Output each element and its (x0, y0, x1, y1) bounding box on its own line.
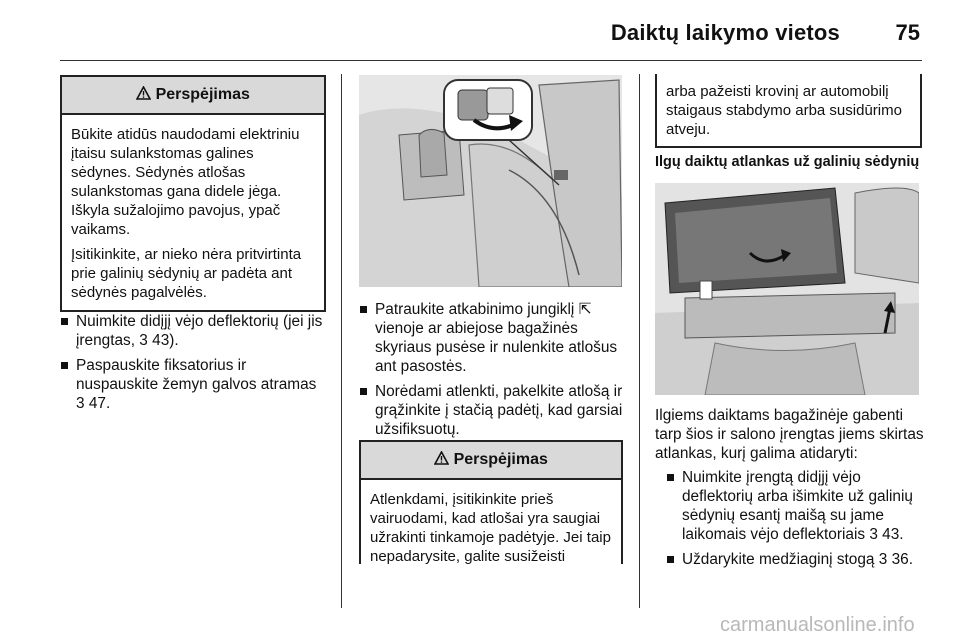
warning-paragraph: Būkite atidūs naudodami elektriniu įtaisu sulankstomas galines sėdynes. Sėdynės atlošas sulankstomas gana didele jėga. Iškyla sužalojimo pavojus, ypač vaikams. (71, 126, 300, 238)
trunk-release-figure (359, 75, 622, 287)
warning-box-seats (60, 75, 326, 312)
warning-title: Perspėjimas (453, 451, 548, 468)
list-item: Uždarykite medžiaginį stogą 3 36. (666, 550, 928, 569)
page-number: 75 (895, 20, 920, 45)
list-item: Nuimkite įrengtą didįjį vėjo deflektorių arba išimkite už galinių sėdynių esantį maišą su jame laikomais vėjo deflektoriais 3 43. (666, 468, 928, 544)
watermark: carmanualsonline.info (720, 614, 915, 636)
intro-paragraph: Ilgiems daiktams bagažinėje gabenti tarp šios ir salono įrengtas jiems skirtas atlankas, kurį galima atidaryti: (655, 407, 924, 462)
page-title: Daiktų laikymo vietos (610, 20, 840, 45)
warning-paragraph: Atlenkdami, įsitikinkite prieš vairuodami, kad atlošai yra saugiai užrakinti tinkamoje padėtyje. Jei taip nepadarysite, galite susižeisti (370, 491, 611, 565)
bullet-list-left (60, 312, 328, 419)
warning-title: Perspėjimas (155, 86, 250, 103)
warning-triangle-icon (434, 451, 453, 468)
list-item: Nuimkite didįjį vėjo deflektorių (jei jis įrengtas, 3 43). (60, 312, 328, 350)
warning-paragraph: Įsitikinkite, ar nieko nėra pritvirtinta prie galinių sėdynių ar padėta ant sėdynės pagalvėlės. (71, 246, 302, 301)
warning-box-backrests (359, 440, 623, 564)
section-heading: Ilgų daiktų atlankas už galinių sėdynių (655, 154, 920, 170)
warning-header (361, 442, 621, 480)
list-item: Paspauskite fiksatorius ir nuspauskite žemyn galvos atramas 3 47. (60, 356, 328, 413)
header-divider (60, 60, 922, 61)
load-through-figure (655, 183, 919, 395)
column-divider-right (639, 74, 640, 608)
column-divider-left (341, 74, 342, 608)
list-item: Norėdami atlenkti, pakelkite atlošą ir grąžinkite į stačią padėtį, kad garsiai užsifiksuotų. (359, 382, 631, 439)
bullet-list-right (666, 468, 928, 575)
warning-triangle-icon (136, 86, 155, 103)
list-item: Patraukite atkabinimo jungiklį ⇱ vienoje ar abiejose bagažinės skyriaus pusėse ir nulenkite atlošus ant pasostės. (359, 300, 631, 376)
warning-continuation-box (655, 74, 922, 148)
warning-header (62, 77, 324, 115)
bullet-list-middle (359, 300, 631, 445)
warning-paragraph: arba pažeisti krovinį ar automobilį staigaus stabdymo arba susidūrimo atveju. (666, 83, 902, 138)
